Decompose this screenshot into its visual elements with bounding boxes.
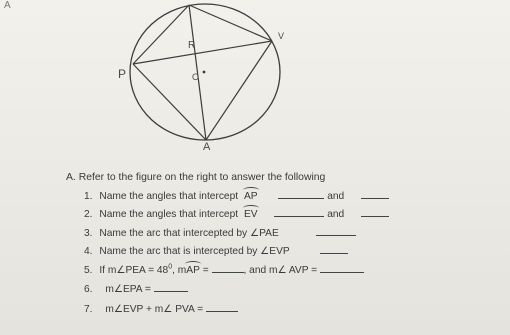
question-2 [84, 207, 389, 220]
question-5-arc-prefix: m [174, 265, 187, 276]
label-r: R [188, 40, 196, 51]
chord-v-a [206, 41, 272, 140]
question-6 [84, 282, 188, 295]
question-7-number: 7. [84, 304, 93, 315]
chord-p-e [133, 5, 189, 64]
question-1-answer-b[interactable] [361, 189, 389, 199]
question-1-answer-a[interactable] [278, 189, 324, 199]
question-5-arc: AP [186, 265, 200, 276]
label-p: P [118, 67, 127, 81]
section-heading-text: A. Refer to the figure on the right to answer the following [66, 172, 326, 183]
chord-e-v [189, 5, 272, 41]
question-6-text: m∠EPA = [105, 284, 151, 295]
question-4-number: 4. [84, 246, 93, 257]
question-7-answer[interactable] [206, 302, 238, 312]
question-6-answer[interactable] [154, 282, 188, 292]
question-7 [84, 302, 238, 315]
question-1-number: 1. [84, 191, 93, 202]
chord-p-v [133, 41, 272, 64]
circle-figure [100, 0, 330, 160]
question-5-answer-a[interactable] [212, 263, 244, 273]
question-3-number: 3. [84, 228, 93, 239]
question-5-comma: , [172, 265, 175, 276]
question-7-text: m∠EVP + m∠ PVA = [105, 304, 204, 315]
question-5-degree: 0 [168, 263, 173, 271]
question-5 [84, 263, 364, 276]
question-2-answer-b[interactable] [361, 207, 389, 217]
question-1-and: and [327, 191, 345, 202]
question-2-number: 2. [84, 209, 93, 220]
question-2-arc: EV [243, 209, 258, 220]
center-dot [203, 71, 206, 74]
question-3-answer[interactable] [316, 226, 356, 236]
question-5-equals: = [199, 265, 209, 276]
question-2-text: Name the angles that intercept [99, 209, 239, 220]
question-1-text: Name the angles that intercept [99, 191, 239, 202]
section-heading [66, 172, 325, 183]
label-o: O [192, 72, 200, 82]
question-2-answer-a[interactable] [274, 207, 324, 217]
corner-letter: A [4, 0, 11, 11]
question-1 [84, 189, 389, 202]
label-v: V [278, 31, 285, 41]
question-2-and: and [327, 209, 345, 220]
question-3-text: Name the arc that intercepted by ∠PAE [99, 228, 279, 239]
question-4 [84, 244, 348, 257]
question-5-text: If m∠PEA = 48 [99, 265, 169, 276]
question-5-tail: , and m∠ AVP = [243, 265, 318, 276]
question-4-text: Name the arc that is intercepted by ∠EVP [99, 246, 290, 257]
question-5-answer-b[interactable] [320, 263, 364, 273]
question-5-number: 5. [84, 265, 93, 276]
question-3 [84, 226, 356, 239]
question-6-number: 6. [84, 284, 93, 295]
question-1-arc: AP [243, 191, 258, 202]
label-a: A [203, 141, 211, 153]
question-4-answer[interactable] [320, 244, 348, 254]
